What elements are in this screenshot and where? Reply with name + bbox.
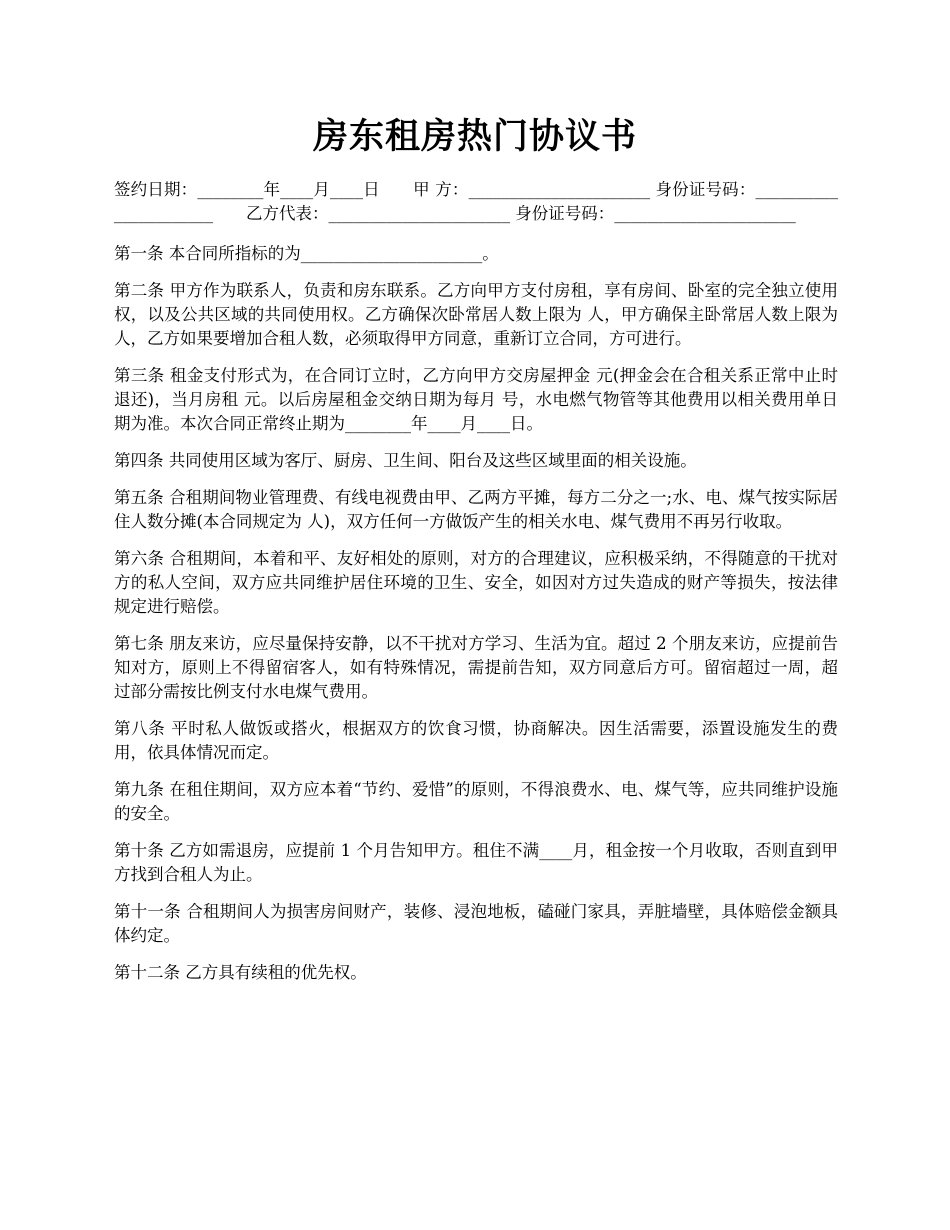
article-4: 第四条 共同使用区域为客厅、厨房、卫生间、阳台及这些区域里面的相关设施。: [114, 451, 697, 470]
article-5: 第五条 合租期间物业管理费、有线电视费由甲、乙两方平摊，每方二分之一;水、电、煤气按实际居住人数分摊(本合同规定为 人)，双方任何一方做饭产生的相关水电、煤气费用不再另行收取。: [114, 488, 838, 531]
document-title: 房东租房热门协议书: [312, 116, 637, 157]
article-9: 第九条 在租住期间，双方应本着“节约、爱惜”的原则，不得浪费水、电、煤气等，应共同维护设施的安全。: [114, 780, 838, 823]
article-1: 第一条 本合同所指标的为______________________。: [114, 244, 499, 263]
article-2: 第二条 甲方作为联系人，负责和房东联系。乙方向甲方支付房租，享有房间、卧室的完全独立使用权，以及公共区域的共同使用权。乙方确保次卧常居人数上限为 人，甲方确保主卧常居人数上限为 人，乙方如果要增加合租人数，必须取得甲方同意，重新订立合同，方可进行。: [114, 281, 838, 348]
article-11: 第十一条 合租期间人为损害房间财产，装修、浸泡地板，磕碰门家具，弄脏墙壁，具体赔偿金额具体约定。: [114, 902, 838, 945]
article-7: 第七条 朋友来访，应尽量保持安静，以不干扰对方学习、生活为宜。超过 2 个朋友来访，应提前告知对方，原则上不得留宿客人，如有特殊情况，需提前告知，双方同意后方可。留宿超过一周，超过部分需按比例支付水电煤气费用。: [114, 634, 838, 701]
article-12: 第十二条 乙方具有续租的优先权。: [114, 963, 367, 982]
article-3: 第三条 租金支付形式为，在合同订立时，乙方向甲方交房屋押金 元(押金会在合租关系正常中止时退还)，当月房租 元。以后房屋租金交纳日期为每月 号，水电燃气物管等其他费用以相关费用单日期为准。本次合同正常终止期为________年____月____日。: [114, 366, 838, 433]
article-10: 第十条 乙方如需退房，应提前 1 个月告知甲方。租住不满____月，租金按一个月收取，否则直到甲方找到合租人为止。: [114, 841, 838, 884]
article-8: 第八条 平时私人做饭或搭火，根据双方的饮食习惯，协商解决。因生活需要，添置设施发生的费用，依具体情况而定。: [114, 719, 838, 762]
article-6: 第六条 合租期间，本着和平、友好相处的原则，对方的合理建议，应积极采纳，不得随意的干扰对方的私人空间，双方应共同维护居住环境的卫生、安全，如因对方过失造成的财产等损失，按法律规定进行赔偿。: [114, 549, 838, 616]
document-body: [114, 178, 838, 998]
signing-info: 签约日期：________年____月____日 甲 方：______________________ 身份证号码：______________________ 乙方代表：______________________ 身份证号码：______________________: [114, 180, 838, 223]
